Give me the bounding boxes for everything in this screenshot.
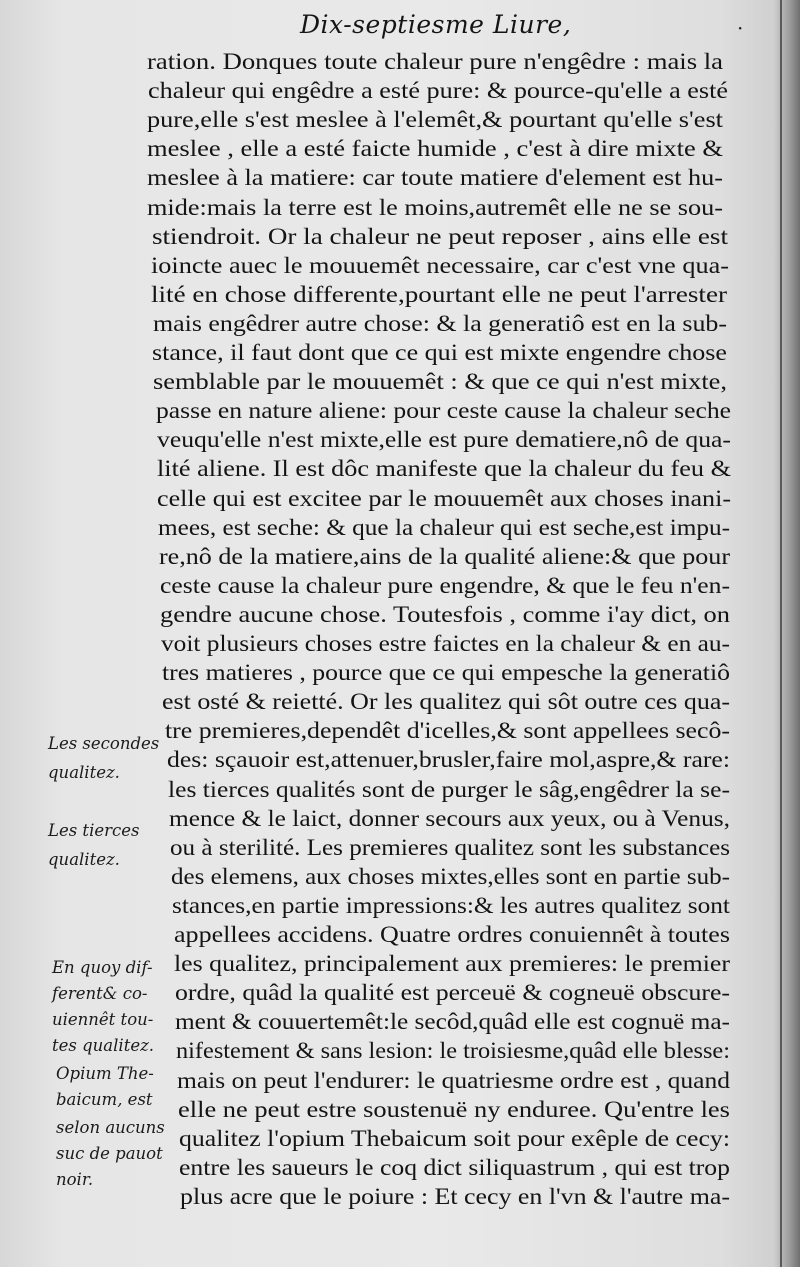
text-line: les tierces qualités sont de purger le sâg,engêdrer la se-: [168, 776, 730, 802]
text-line: appellees accidens. Quatre ordres conuiennêt à toutes: [174, 922, 730, 947]
text-line: celle qui est excitee par le mouuemêt aux choses inani-: [157, 485, 732, 511]
text-line: ration. Donques toute chaleur pure n'engêdre : mais la: [147, 49, 724, 74]
text-line: stances,en partie impressions:& les autres qualitez sont: [172, 892, 730, 918]
text-line: tre premieres,dependêt d'icelles,& sont appellees secô-: [165, 718, 730, 744]
text-line: ceste cause la chaleur pure engendre, & que le feu n'en-: [160, 572, 730, 598]
text-line: lité en chose differente,pourtant elle ne peut l'arrester: [151, 281, 728, 307]
margin-note-line: Opium The-: [56, 1064, 154, 1083]
margin-note-line: tes qualitez.: [52, 1036, 155, 1055]
text-line: meslee , elle a esté faicte humide , c'est à dire mixte &: [147, 136, 723, 162]
text-line: stance, il faut dont que ce qui est mixte engendre chose: [152, 340, 727, 365]
margin-note-line: ferent& co-: [52, 984, 148, 1003]
text-line: veuqu'elle n'est mixte,elle est pure dematiere,nô de qua-: [157, 427, 731, 453]
text-line: ioincte auec le mouuemêt necessaire, car c'est vne qua-: [151, 252, 729, 278]
margin-note-line: baicum, est: [56, 1090, 153, 1109]
margin-note-line: qualitez.: [48, 850, 120, 869]
text-line: elle ne peut estre soustenuë ny enduree. Qu'entre les: [178, 1096, 730, 1122]
text-line: mence & le laict, donner secours aux yeux, ou à Venus,: [169, 805, 731, 831]
margin-note-line: noir.: [56, 1170, 94, 1189]
margin-note-line: qualitez.: [48, 763, 120, 782]
margin-note-line: suc de pauot: [56, 1144, 163, 1163]
text-line: mide:mais la terre est le moins,autremêt elle ne se sou-: [147, 194, 724, 220]
margin-note-line: En quoy dif-: [52, 958, 153, 977]
text-line: des: sçauoir est,attenuer,brusler,faire mol,aspre,& rare:: [167, 747, 731, 773]
text-line: mees, est seche: & que la chaleur qui est seche,est impu-: [158, 514, 731, 540]
text-line: nifestement & sans lesion: le troisiesme,quâd elle blesse:: [176, 1038, 731, 1064]
page-edge: [774, 0, 800, 1267]
text-line: ordre, quâd la qualité est perceuë & cogneuë obscure-: [175, 980, 731, 1006]
text-line: les qualitez, principalement aux premieres: le premier: [174, 951, 731, 977]
text-line: re,nô de la matiere,ains de la qualité aliene:& que pour: [159, 543, 731, 569]
text-line: des elemens, aux choses mixtes,elles sont en partie sub-: [171, 863, 730, 889]
text-line: semblable par le mouuemêt : & que ce qui n'est mixte,: [153, 369, 727, 395]
text-line: voit plusieurs choses estre faictes en la chaleur & en au-: [161, 631, 730, 656]
text-line: entre les saueurs le coq dict siliquastrum , qui est trop: [179, 1154, 730, 1180]
text-line: ment & couuertemêt:le secôd,quâd elle est cognuë ma-: [175, 1009, 730, 1035]
text-line: mais on peut l'endurer: le quatriesme ordre est , quand: [177, 1067, 730, 1093]
margin-note-line: selon aucuns: [56, 1118, 165, 1137]
margin-note-line: Les secondes: [48, 734, 160, 753]
text-line: stiendroit. Or la chaleur ne peut reposer , ains elle est: [152, 223, 729, 249]
text-line: chaleur qui engêdre a esté pure: & pource-qu'elle a esté: [148, 78, 729, 104]
text-line: pure,elle s'est meslee à l'elemêt,& pourtant qu'elle s'est: [147, 107, 723, 133]
text-line: tres matieres , pource que ce qui empesche la generatiô: [162, 660, 730, 686]
text-line: est osté & reietté. Or les qualitez qui sôt outre ces qua-: [162, 689, 731, 715]
running-head: Dix-septiesme Liure,: [300, 10, 572, 39]
text-line: ou à sterilité. Les premieres qualitez sont les substances: [170, 834, 731, 860]
margin-note-line: uiennêt tou-: [52, 1010, 154, 1029]
text-line: gendre aucune chose. Toutesfois , comme i'ay dict, on: [160, 601, 731, 627]
margin-note-line: Les tierces: [48, 821, 140, 840]
text-line: qualitez l'opium Thebaicum soit pour exêple de cecy:: [179, 1125, 730, 1151]
text-line: lité aliene. Il est dôc manifeste que la chaleur du feu &: [157, 456, 732, 482]
text-line: meslee à la matiere: car toute matiere d'element est hu-: [147, 165, 723, 191]
page-mark: ·: [737, 16, 744, 40]
text-line: mais engêdrer autre chose: & la generatiô est en la sub-: [153, 310, 728, 336]
text-line: passe en nature aliene: pour ceste cause la chaleur seche: [156, 398, 732, 424]
text-line: plus acre que le poiure : Et cecy en l'vn & l'autre ma-: [180, 1183, 731, 1209]
